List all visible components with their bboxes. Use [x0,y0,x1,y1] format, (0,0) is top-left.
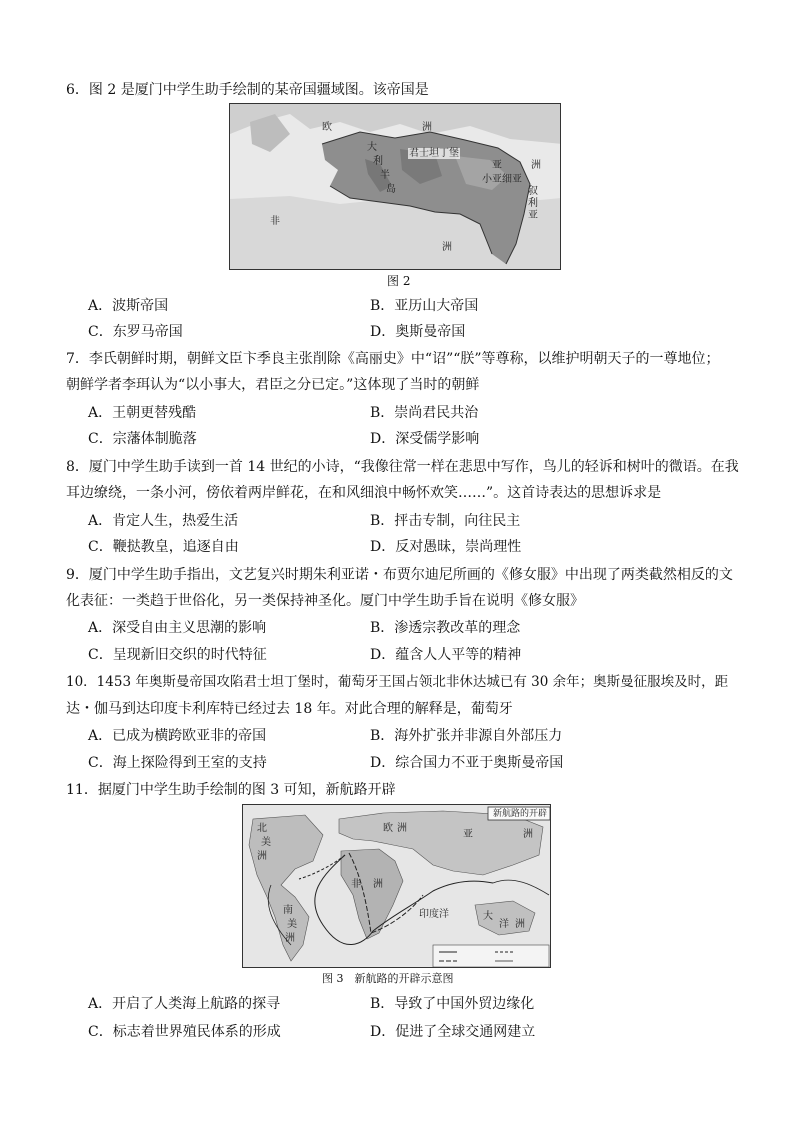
map-label: 大 [483,911,493,922]
q10-option-c[interactable]: C．海上探险得到王室的支持 [88,755,267,771]
q7-option-d[interactable]: D．深受儒学影响 [370,431,480,447]
map-title: 新航路的开辟 [493,809,548,819]
q11-option-a[interactable]: A．开启了人类海上航路的探寻 [88,996,281,1012]
q8-option-c[interactable]: C．鞭挞教皇，追逐自由 [88,539,239,555]
q7-option-a[interactable]: A．王朝更替残酷 [88,405,197,421]
map-label: 亚 [528,210,538,221]
q6-option-a[interactable]: A．波斯帝国 [88,298,169,314]
q7-stem-line-2: 朝鲜学者李珥认为“以小事大，君臣之分已定。”这体现了当时的朝鲜 [66,377,480,393]
map-label: 非 [270,216,280,227]
figure-2-caption: 图 2 [387,274,411,288]
q11-stem: 11．据厦门中学生助手绘制的图 3 可知，新航路开辟 [66,782,396,798]
map-label: 洋 [499,919,509,930]
map-label: 印 [419,909,429,920]
q8-option-a[interactable]: A．肯定人生，热爱生活 [88,513,239,529]
map-label: 大 [367,142,377,153]
q9-stem-line-1: 9．厦门中学生助手指出，文艺复兴时期朱利亚诺・布贾尔迪尼所画的《修女服》中出现了两类截然相反的文 [66,567,733,583]
map-label: 利 [528,198,538,209]
map-label: 洲 [397,823,407,834]
q6-stem: 6．图 2 是厦门中学生助手绘制的某帝国疆域图。该帝国是 [66,82,429,98]
map-label: 洲 [373,879,383,890]
q10-stem-line-2: 达・伽马到达印度卡利库特已经过去 18 年。对此合理的解释是，葡萄牙 [66,701,513,717]
q6-option-d[interactable]: D．奥斯曼帝国 [370,324,466,340]
q10-stem-line-1: 10．1453 年奥斯曼帝国攻陷君士坦丁堡时，葡萄牙王国占领北非休达城已有 30 余年；奥斯曼征服埃及时，距 [66,674,729,690]
q9-option-c[interactable]: C．呈现新旧交织的时代特征 [88,647,267,663]
q11-option-c[interactable]: C．标志着世界殖民体系的形成 [88,1024,281,1040]
map-label: 叙 [528,186,538,197]
map-label: 亚 [492,160,502,171]
map-label: 欧 [383,823,393,834]
q11-option-b[interactable]: B．导致了中国外贸边缘化 [370,996,535,1012]
empire-map-figure [229,103,561,270]
q7-option-b[interactable]: B．崇尚君民共治 [370,405,479,421]
q9-option-b[interactable]: B．渗透宗教改革的理念 [370,620,521,636]
q10-option-b[interactable]: B．海外扩张并非源自外部压力 [370,728,563,744]
map-label: 洲 [442,242,452,253]
q7-option-c[interactable]: C．宗藩体制脆落 [88,431,197,447]
map-label: 亚 [463,829,473,840]
map-label: 洲 [422,122,432,133]
q8-stem-line-1: 8．厦门中学生助手读到一首 14 世纪的小诗，“我像往常一样在悲思中写作，鸟儿的轻诉和树叶的微语。在我 [66,459,739,475]
map-label: 洲 [531,160,541,171]
q11-option-d[interactable]: D．促进了全球交通网建立 [370,1024,536,1040]
q9-option-d[interactable]: D．蕴含人人平等的精神 [370,647,522,663]
q10-option-a[interactable]: A．已成为横跨欧亚非的帝国 [88,728,267,744]
map-label: 非 [351,879,361,890]
map-label: 美 [287,919,297,930]
map-label: 洲 [257,851,267,862]
map-label: 利 [373,156,383,167]
q9-stem-line-2: 化表征：一类趋于世俗化，另一类保持神圣化。厦门中学生助手旨在说明《修女服》 [66,593,584,609]
q9-option-a[interactable]: A．深受自由主义思潮的影响 [88,620,267,636]
figure-3-caption: 图 3 新航路的开辟示意图 [322,972,454,985]
q8-option-b[interactable]: B．抨击专制，向往民主 [370,513,521,529]
q10-option-d[interactable]: D．综合国力不亚于奥斯曼帝国 [370,755,564,771]
map-label-constantinople: 君士坦丁堡 [409,148,459,159]
map-label: 南 [283,905,293,916]
map-label: 度 [429,909,439,920]
map-label: 洲 [515,919,525,930]
map-label: 北 [257,823,267,834]
q8-option-d[interactable]: D．反对愚昧，崇尚理性 [370,539,522,555]
map-label: 欧 [322,122,332,133]
q8-stem-line-2: 耳边缭绕，一条小河，傍依着两岸鲜花，在和风细浪中畅怀欢笑……”。这首诗表达的思想诉求是 [66,485,662,501]
map-label: 洲 [523,829,533,840]
q6-option-c[interactable]: C．东罗马帝国 [88,324,183,340]
q7-stem-line-1: 7．李氏朝鲜时期，朝鲜文臣卞季良主张削除《高丽史》中“诏”“朕”等尊称，以维护明朝天子的一尊地位； [66,351,720,367]
map-label: 美 [261,837,271,848]
map-label: 半 [380,170,390,181]
map-label: 洋 [439,909,449,920]
q6-option-b[interactable]: B．亚历山大帝国 [370,298,479,314]
map-label: 洲 [285,933,295,944]
map-label: 小亚细亚 [482,174,522,185]
new-routes-map-figure [242,804,551,968]
map-label: 岛 [386,184,396,195]
